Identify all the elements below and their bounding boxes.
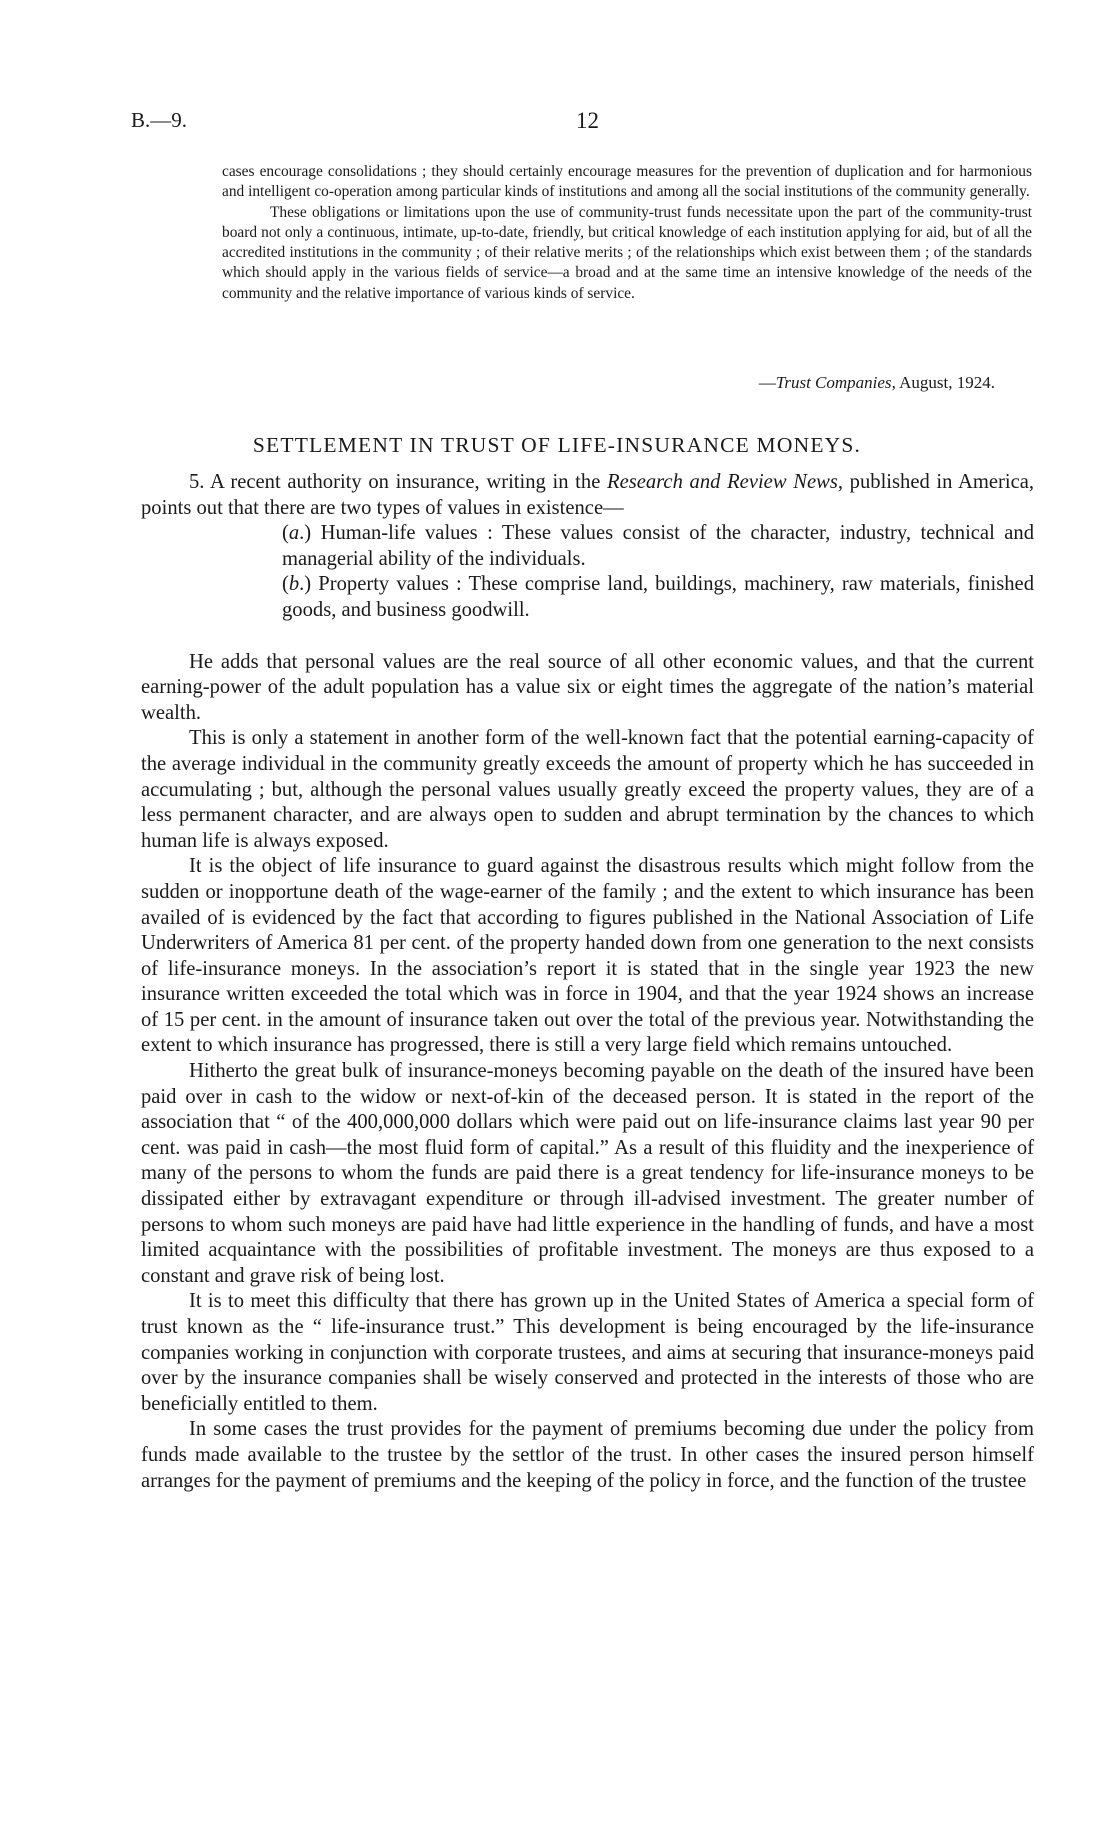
paragraph-statement: This is only a statement in another form of the well-known fact that the potential earning-capacity of the average individual in the community greatly exceeds the amount of property which he has succeeded in accumulating ; but, although the personal values usually greatly exceed the property values, they are of a less permanent character, and are always open to sudden and abrupt termination by the chances to which human life is always exposed. xyxy=(141,727,1034,852)
list-item-a-text: Human-life values : These values consist of the character, industry, technical and managerial ability of the individuals. xyxy=(282,522,1034,570)
paragraph-meet-difficulty: It is to meet this difficulty that there has grown up in the United States of America a special form of trust known as the “ life-insurance trust.” This development is being encouraged by the life-insurance companies working in conjunction with corporate trustees, and aims at securing that insurance-moneys paid over by the insurance companies shall be wisely conserved and protected in the interests of those who are beneficially entitled to them. xyxy=(141,1290,1034,1415)
paragraph-5-end: , published in America, points out that there are two types of values in existence— xyxy=(141,471,1035,519)
paragraph-gap xyxy=(141,624,1034,650)
journal-title: Research and Review News xyxy=(607,471,838,493)
list-item-b: (b.) Property values : These comprise land, buildings, machinery, raw materials, finished goods, and business goodwill. xyxy=(282,573,1034,621)
document-reference: B.—9. xyxy=(131,108,188,132)
source-date: , August, 1924. xyxy=(891,373,995,392)
list-item-b-text: Property values : These comprise land, buildings, machinery, raw materials, finished goods, and business goodwill. xyxy=(282,573,1034,621)
page-number: 12 xyxy=(576,108,599,133)
list-item-a: (a.) Human-life values : These values consist of the character, industry, technical and managerial ability of the individuals. xyxy=(282,522,1034,570)
quoted-passage xyxy=(222,162,1032,304)
paragraph-object: It is the object of life insurance to guard against the disastrous results which might follow from the sudden or inopportune death of the wage-earner of the family ; and the extent to which insurance has been availed of is evidenced by the fact that according to figures published in the National Association of Life Underwriters of America 81 per cent. of the property handed down from one generation to the next consists of life-insurance moneys. In the association’s report it is stated that in the single year 1923 the new insurance written exceeded the total which was in force in 1904, and that the year 1924 shows an increase of 15 per cent. in the amount of insurance taken out over the total of the previous year. Notwithstanding the extent to which insurance has progressed, there is still a very large field which remains untouched. xyxy=(141,855,1034,1057)
quote-source xyxy=(222,373,995,393)
paragraph-he-adds: He adds that personal values are the real source of all other economic values, and that the current earning-power of the adult population has a value six or eight times the aggregate of the nation’s material wealth. xyxy=(141,650,1034,724)
paragraph-5-start: 5. A recent authority on insurance, writing in the xyxy=(189,471,608,493)
body-text xyxy=(141,470,1034,1494)
paragraph-5 xyxy=(141,470,1034,521)
section-heading: SETTLEMENT IN TRUST OF LIFE-INSURANCE MONEYS. xyxy=(252,433,862,457)
paragraph-hitherto: Hitherto the great bulk of insurance-moneys becoming payable on the death of the insured have been paid over in cash to the widow or next-of-kin of the deceased person. It is stated in the report of the association that “ of the 400,000,000 dollars which were paid out on life-insurance claims last year 90 per cent. was paid in cash—the most fluid form of capital.” As a result of this fluidity and the inexperience of many of the persons to whom the funds are paid there is a great tendency for life-insurance moneys to be dissipated either by extravagant expenditure or through ill-advised investment. The greater number of persons to whom such moneys are paid have had little experience in the handling of funds, and have a most limited acquaintance with the possibilities of profitable investment. The moneys are thus exposed to a constant and grave risk of being lost. xyxy=(141,1060,1034,1287)
paragraph-some-cases: In some cases the trust provides for the payment of premiums becoming due under the policy from funds made available to the trustee by the settlor of the trust. In other cases the insured person himself arranges for the payment of premiums and the keeping of the policy in force, and the function of the trustee xyxy=(141,1418,1034,1492)
quote-paragraph-1: cases encourage consolidations ; they should certainly encourage measures for the prevention of duplication and for harmonious and intelligent co-operation among particular kinds of institutions and among all the social institutions of the community generally. xyxy=(222,163,1032,201)
source-dash: — xyxy=(758,373,776,392)
source-title: Trust Companies xyxy=(775,373,892,392)
quote-paragraph-2: These obligations or limitations upon the use of community-trust funds necessitate upon the part of the community-trust board not only a continuous, intimate, up-to-date, friendly, but critical knowledge of each institution applying for aid, but of all the accredited institutions in the community ; of their relative merits ; of the relationships which exist between them ; of the standards which should apply in the various fields of service—a broad and at the same time an intensive knowledge of the needs of the community and the relative importance of various kinds of service. xyxy=(222,203,1032,302)
